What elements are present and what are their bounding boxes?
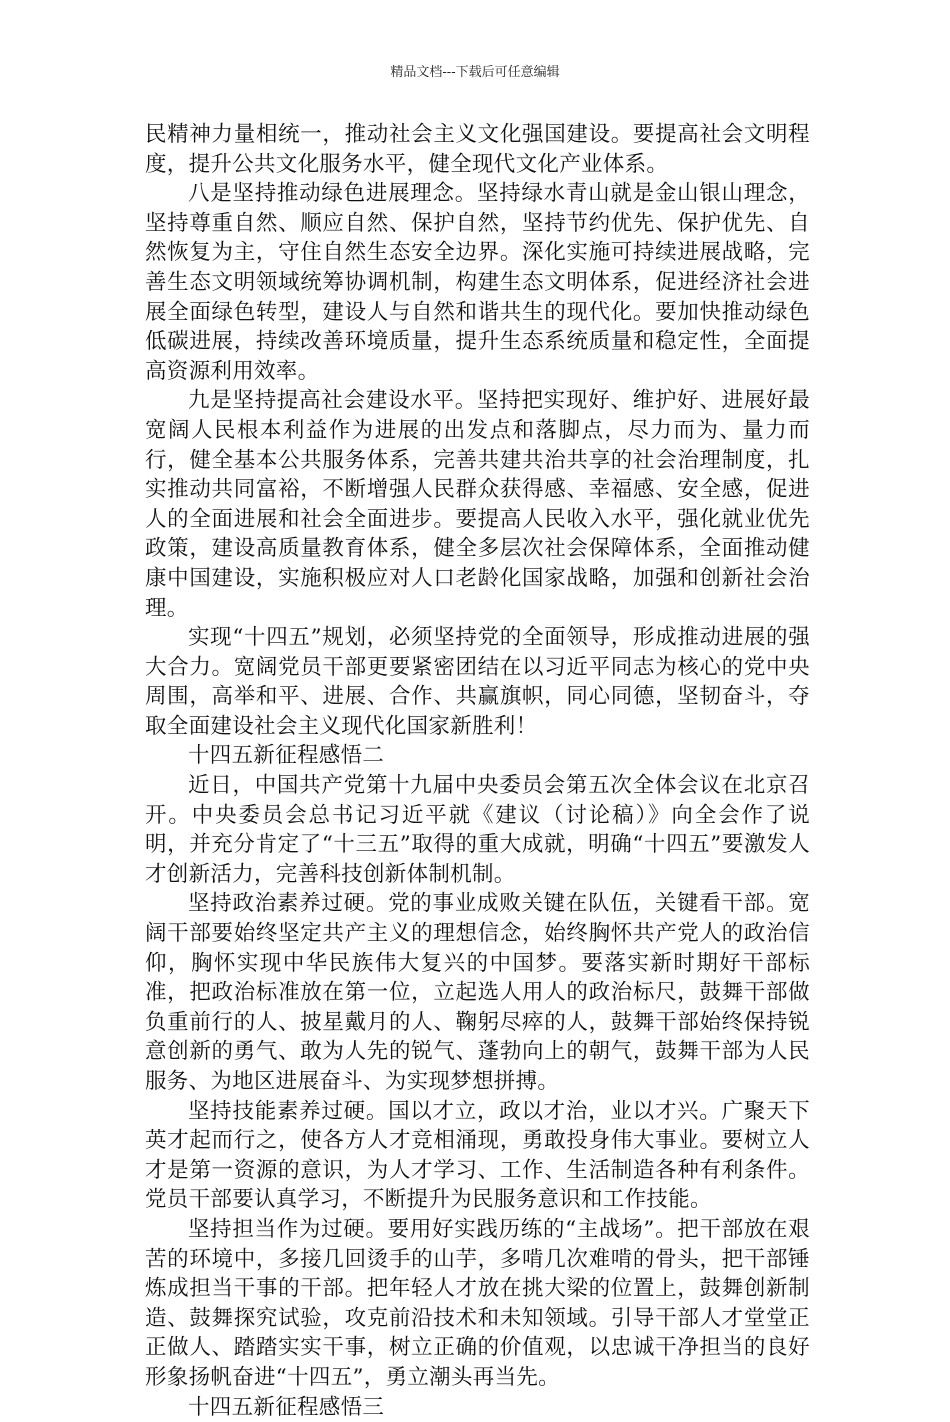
document-body: [145, 120, 810, 1422]
page-header: 精品文档---下载后可任意编辑: [390, 65, 560, 80]
paragraph: 坚持担当作为过硬。要用好实践历练的“主战场”。把干部放在艰苦的环境中，多接几回烫手的山芋，多啃几次难啃的骨头，把干部锤炼成担当干事的干部。把年轻人才放在挑大梁的位置上，鼓舞创新制造、鼓舞探究试验，攻克前沿技术和未知领域。引导干部人才堂堂正正做人、踏踏实实干事，树立正确的价值观，以忠诚干净担当的良好形象扬帆奋进“十四五”，勇立潮头再当先。: [145, 1216, 810, 1390]
paragraph: 实现“十四五”规划，必须坚持党的全面领导，形成推动进展的强大合力。宽阔党员干部更要紧密团结在以习近平同志为核心的党中央周围，高举和平、进展、合作、共赢旗帜，同心同德，坚韧奋斗，夺取全面建设社会主义现代化国家新胜利！: [145, 625, 810, 739]
paragraph: 坚持技能素养过硬。国以才立，政以才治，业以才兴。广聚天下英才起而行之，使各方人才竞相涌现，勇敢投身伟大事业。要树立人才是第一资源的意识，为人才学习、工作、生活制造各种有利条件。党员干部要认真学习，不断提升为民服务意识和工作技能。: [145, 1098, 810, 1213]
paragraph: 坚持政治素养过硬。党的事业成败关键在队伍，关键看干部。宽阔干部要始终坚定共产主义的理想信念，始终胸怀共产党人的政治信仰，胸怀实现中华民族伟大复兴的中国梦。要落实新时期好干部标准，把政治标准放在第一位，立起选人用人的政治标尺，鼓舞干部做负重前行的人、披星戴月的人、鞠躬尽瘁的人，鼓舞干部始终保持锐意创新的勇气、敢为人先的锐气、蓬勃向上的朝气，鼓舞干部为人民服务、为地区进展奋斗、为实现梦想拼搏。: [145, 891, 810, 1094]
paragraph: 九是坚持提高社会建设水平。坚持把实现好、维护好、进展好最宽阔人民根本利益作为进展的出发点和落脚点，尽力而为、量力而行，健全基本公共服务体系，完善共建共治共享的社会治理制度，扎实推动共同富裕，不断增强人民群众获得感、幸福感、安全感，促进人的全面进展和社会全面进步。要提高人民收入水平，强化就业优先政策，建设高质量教育体系，健全多层次社会保障体系，全面推动健康中国建设，实施积极应对人口老龄化国家战略，加强和创新社会治理。: [145, 388, 810, 621]
paragraph: 八是坚持推动绿色进展理念。坚持绿水青山就是金山银山理念，坚持尊重自然、顺应自然、保护自然，坚持节约优先、保护优先、自然恢复为主，守住自然生态安全边界。深化实施可持续进展战略，完善生态文明领域统筹协调机制，构建生态文明体系，促进经济社会进展全面绿色转型，建设人与自然和谐共生的现代化。要加快推动绿色低碳进展，持续改善环境质量，提升生态系统质量和稳定性，全面提高资源利用效率。: [145, 181, 810, 384]
section-heading: 十四五新征程感悟二: [188, 743, 385, 769]
paragraph: 民精神力量相统一，推动社会主义文化强国建设。要提高社会文明程度，提升公共文化服务水平，健全现代文化产业体系。: [145, 122, 810, 177]
section-heading: 十四五新征程感悟三: [188, 1394, 385, 1420]
paragraph: 近日，中国共产党第十九届中央委员会第五次全体会议在北京召开。中央委员会总书记习近平就《建议（讨论稿）》向全会作了说明，并充分肯定了“十三五”取得的重大成就，明确“十四五”要激发人才创新活力，完善科技创新体制机制。: [145, 773, 810, 887]
